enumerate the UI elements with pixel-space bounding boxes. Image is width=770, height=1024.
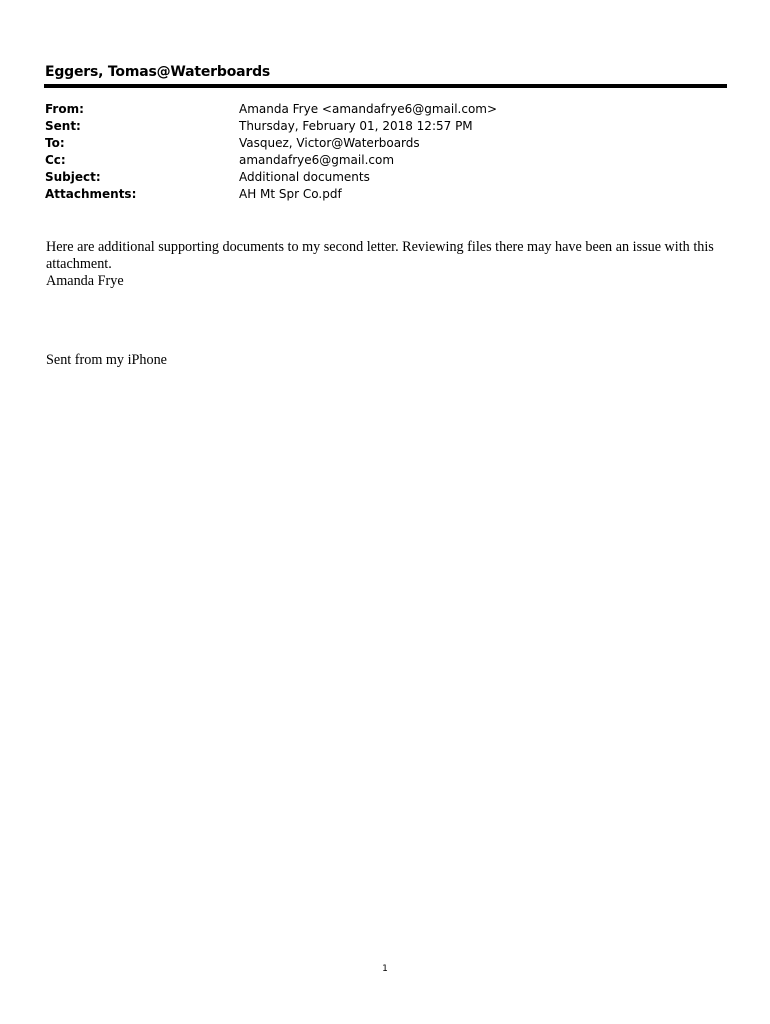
subject-label: Subject: <box>45 170 101 184</box>
email-header-fields <box>45 101 705 203</box>
header-row-cc <box>45 152 705 169</box>
from-value: Amanda Frye <amandafrye6@gmail.com> <box>239 102 498 116</box>
attachment-filename: AH Mt Spr Co.pdf <box>239 187 342 201</box>
from-label: From: <box>45 102 84 116</box>
sent-label: Sent: <box>45 119 81 133</box>
header-row-from <box>45 101 705 118</box>
header-divider <box>44 84 727 88</box>
header-row-subject <box>45 169 705 186</box>
attachments-label: Attachments: <box>45 187 137 201</box>
mailbox-owner-title: Eggers, Tomas@Waterboards <box>45 64 271 80</box>
subject-value: Additional documents <box>239 170 370 184</box>
sent-value: Thursday, February 01, 2018 12:57 PM <box>239 119 473 133</box>
mobile-signoff: Sent from my iPhone <box>46 352 167 368</box>
header-row-attachments <box>45 186 705 203</box>
signature-name: Amanda Frye <box>46 273 124 289</box>
header-row-to <box>45 135 705 152</box>
email-body <box>46 239 726 290</box>
cc-value: amandafrye6@gmail.com <box>239 153 395 167</box>
page-number: 1 <box>382 964 388 974</box>
body-paragraph: Here are additional supporting documents to my second letter. Reviewing files there may have been an issue with this attachment. <box>46 239 714 272</box>
header-row-sent <box>45 118 705 135</box>
to-label: To: <box>45 136 65 150</box>
cc-label: Cc: <box>45 153 66 167</box>
to-value: Vasquez, Victor@Waterboards <box>239 136 420 150</box>
